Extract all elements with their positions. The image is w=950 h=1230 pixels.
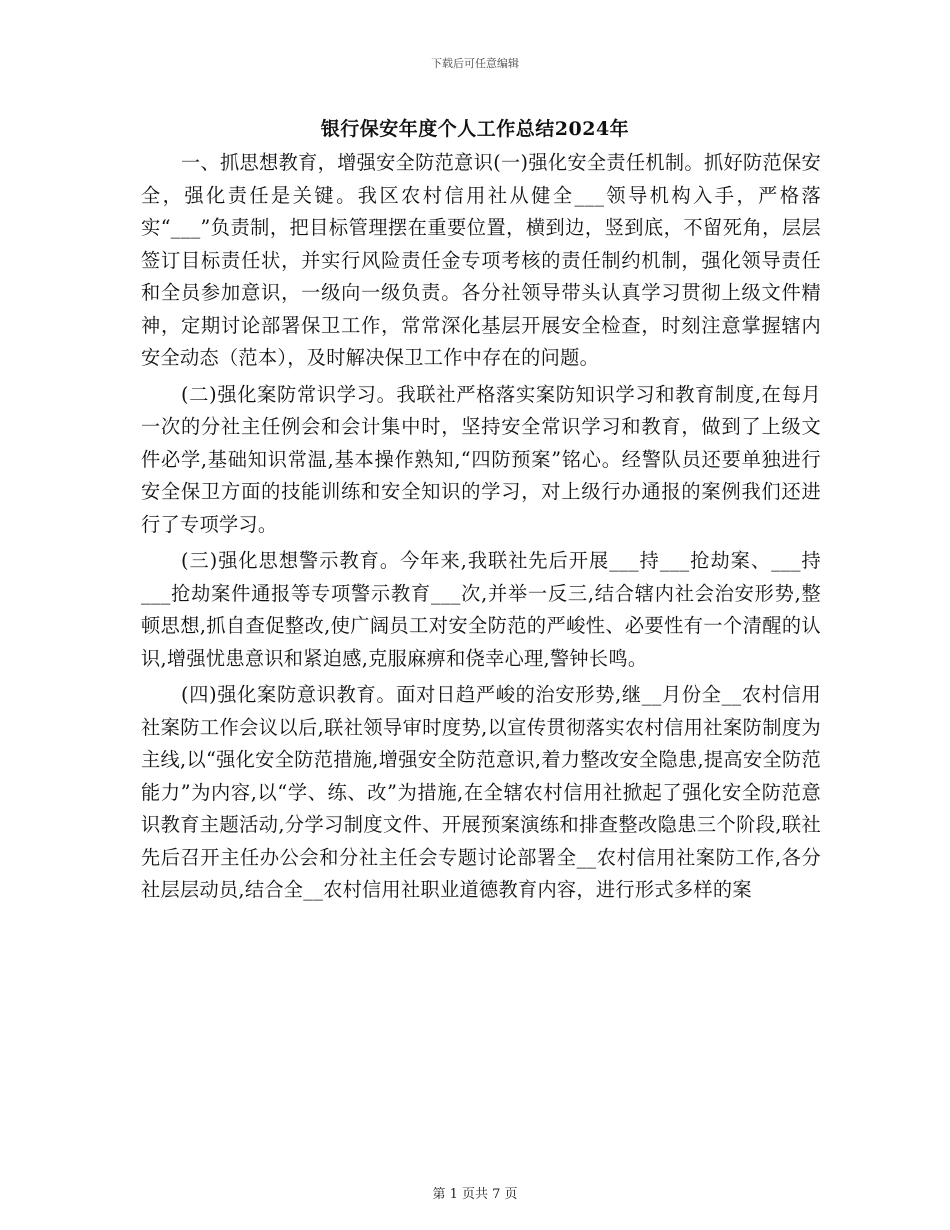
header-note: 下载后可任意编辑 [431, 57, 519, 70]
document-title: 银行保安年度个人工作总结2024年 [320, 118, 630, 140]
paragraph-2: (二)强化案防常识学习。我联社严格落实案防知识学习和教育制度,在每月一次的分社主任例会和会计集中时，坚持安全常识学习和教育，做到了上级文件必学,基础知识常温,基本操作熟知,“四防预案”铭心。经警队员还要单独进行安全保卫方面的技能训练和安全知识的学习，对上级行办通报的案例我们还进行了专项学习。 [141, 382, 821, 536]
paragraph-3: (三)强化思想警示教育。今年来,我联社先后开展___持___抢劫案、___持___抢劫案件通报等专项警示教育___次,并举一反三,结合辖内社会治安形势,整顿思想,抓自查促整改,使广阔员工对安全防范的严峻性、必要性有一个清醒的认识,增强忧患意识和紧迫感,克服麻痹和侥幸心理,警钟长鸣。 [141, 549, 821, 670]
paragraph-1: 一、抓思想教育，增强安全防范意识(一)强化安全责任机制。抓好防范保安全，强化责任是关键。我区农村信用社从健全___领导机构入手，严格落实“___”负责制，把目标管理摆在重要位置，横到边，竖到底，不留死角，层层签订目标责任状，并实行风险责任金专项考核的责任制约机制，强化领导责任和全员参加意识，一级向一级负责。各分社领导带头认真学习贯彻上级文件精神，定期讨论部署保卫工作，常常深化基层开展安全检查，时刻注意掌握辖内安全动态（范本），及时解决保卫工作中存在的问题。 [141, 151, 821, 369]
document-body [141, 147, 821, 911]
paragraph-4: (四)强化案防意识教育。面对日趋严峻的治安形势,继__月份全__农村信用社案防工作会议以后,联社领导审时度势,以宣传贯彻落实农村信用社案防制度为主线,以“强化安全防范措施,增强安全防范意识,着力整改安全隐患,提高安全防范能力”为内容,以“学、练、改”为措施,在全辖农村信用社掀起了强化安全防范意识教育主题活动,分学习制度文件、开展预案演练和排查整改隐患三个阶段,联社先后召开主任办公会和分社主任会专题讨论部署全__农村信用社案防工作,各分社层层动员,结合全__农村信用社职业道德教育内容，进行形式多样的案 [141, 683, 821, 901]
page-number-footer: 第 1 页共 7 页 [432, 1187, 518, 1202]
